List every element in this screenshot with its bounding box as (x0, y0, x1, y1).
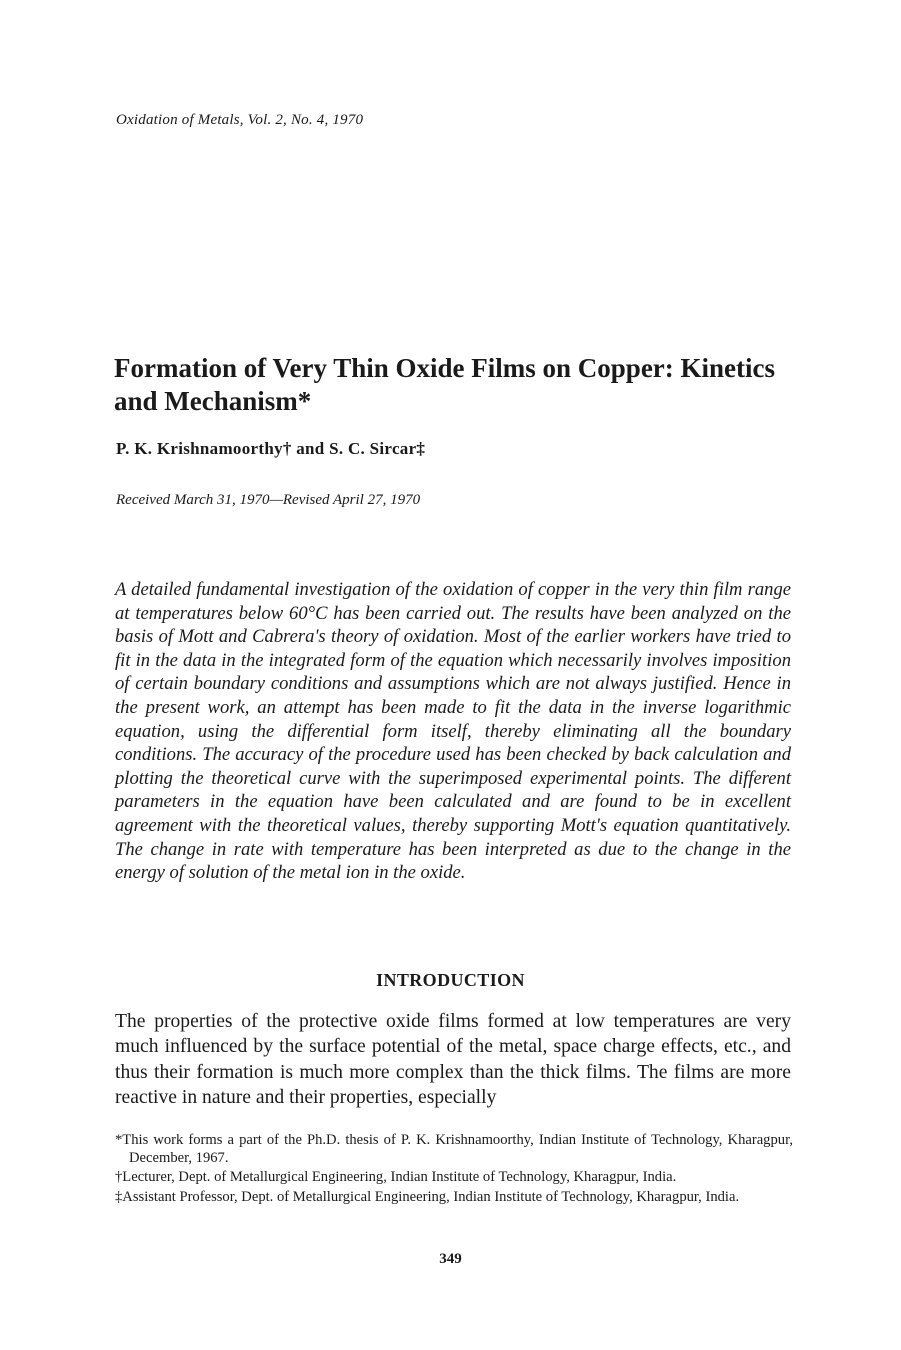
abstract: A detailed fundamental investigation of the oxidation of copper in the very thin film range at temperatures below 60°C has been carried out. The results have been analyzed on the basis of Mott and Cabrera's theory of oxidation. Most of the earlier workers have tried to fit in the data in the integrated form of the equation which necessarily involves imposition of certain boundary conditions and assumptions which are not always justified. Hence in the present work, an attempt has been made to fit the data in the inverse logarithmic equation, using the differential form itself, thereby eliminating all the boundary conditions. The accuracy of the procedure used has been checked by back calculation and plotting the theoretical curve with the superimposed experimental points. The different parameters in the equation have been calculated and are found to be in excellent agreement with the theoretical values, thereby supporting Mott's equation quantitatively. The change in rate with temperature has been interpreted as due to the change in the energy of solution of the metal ion in the oxide. (115, 579, 791, 884)
section-heading-introduction: INTRODUCTION (376, 970, 525, 990)
footnote-thesis: *This work forms a part of the Ph.D. thesis of P. K. Krishnamoorthy, Indian Institute of Technology, Kharagpur, December, 1967. (115, 1132, 793, 1166)
footnotes (115, 1132, 793, 1208)
paper-title: Formation of Very Thin Oxide Films on Copper: Kinetics and Mechanism* (114, 353, 776, 416)
introduction-paragraph: The properties of the protective oxide films formed at low temperatures are very much influenced by the surface potential of the metal, space charge effects, etc., and thus their formation is much more complex than the thick films. The films are more reactive in nature and their properties, especially (115, 1011, 791, 1108)
page-number: 349 (439, 1251, 462, 1267)
author-line: P. K. Krishnamoorthy† and S. C. Sircar‡ (116, 439, 426, 458)
received-dates: Received March 31, 1970—Revised April 27, 1970 (116, 492, 421, 508)
footnote-second-author: ‡Assistant Professor, Dept. of Metallurgical Engineering, Indian Institute of Technology, Kharagpur, India. (115, 1188, 740, 1205)
journal-citation: Oxidation of Metals, Vol. 2, No. 4, 1970 (116, 112, 364, 128)
footnote-first-author: †Lecturer, Dept. of Metallurgical Engineering, Indian Institute of Technology, Kharagpur, India. (115, 1169, 677, 1185)
